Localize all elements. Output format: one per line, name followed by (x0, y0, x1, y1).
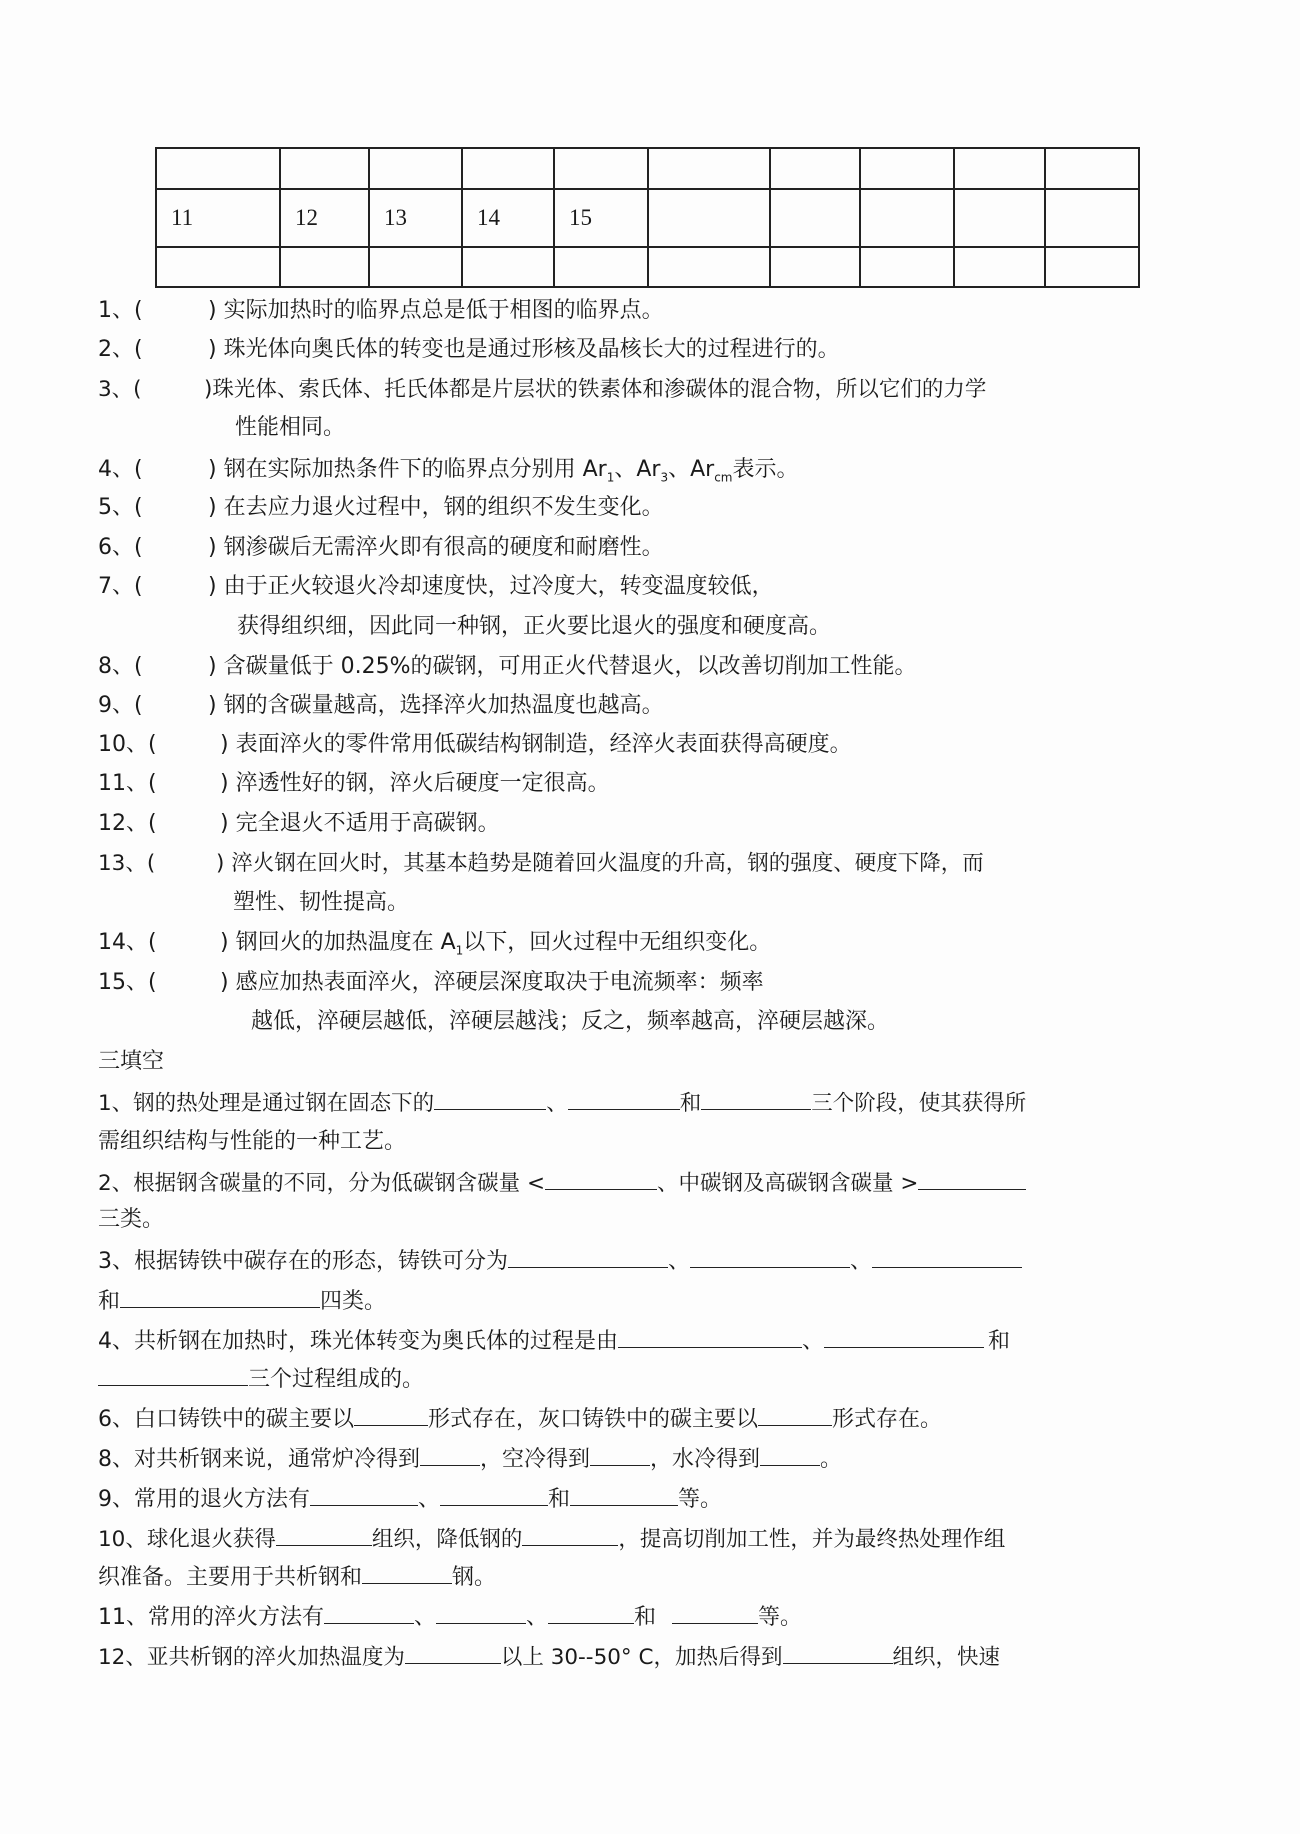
item-number: 15、( (98, 970, 157, 995)
fill-item-9 (98, 1483, 722, 1515)
item-text: 、 (414, 1605, 437, 1630)
item-number: 8、( (98, 654, 143, 679)
item-text: 9、常用的退火方法有 (98, 1487, 310, 1512)
answer-blank[interactable] (570, 1483, 678, 1506)
item-text: 、 (526, 1605, 549, 1630)
item-text: 珠光体向奥氏体的转变也是通过形核及晶核长大的过程进行的。 (223, 337, 840, 362)
answer-blank[interactable] (872, 1245, 1022, 1268)
item-text: ，水冷得到 (650, 1447, 761, 1472)
answer-paren-close[interactable]: ) (208, 457, 217, 482)
answer-cell[interactable] (156, 148, 280, 189)
judge-item-7-cont (237, 612, 831, 642)
item-text: 、Ar (614, 457, 661, 482)
subscript: 1 (455, 943, 464, 958)
item-text: 三个过程组成的。 (248, 1367, 425, 1392)
fill-item-10 (98, 1523, 1005, 1555)
item-text: 越低，淬硬层越低，淬硬层越浅；反之，频率越高，淬硬层越深。 (251, 1009, 890, 1034)
item-text: 。 (820, 1447, 843, 1472)
answer-blank[interactable] (354, 1403, 428, 1426)
item-number: 6、( (98, 535, 143, 560)
answer-cell[interactable] (648, 189, 770, 247)
item-text: 、 (850, 1249, 873, 1274)
answer-cell[interactable]: 14 (462, 189, 554, 247)
answer-blank[interactable] (545, 1167, 657, 1190)
fill-item-1 (98, 1087, 1026, 1119)
answer-cell[interactable] (860, 247, 954, 287)
fill-item-1-cont (98, 1127, 406, 1157)
answer-cell[interactable] (860, 189, 954, 247)
item-text: 和 (98, 1289, 121, 1314)
answer-blank[interactable] (120, 1285, 320, 1308)
answer-cell[interactable] (280, 148, 369, 189)
answer-blank[interactable] (918, 1167, 1026, 1190)
judge-item-3-cont (235, 413, 345, 443)
item-text: 8、对共析钢来说，通常炉冷得到 (98, 1447, 420, 1472)
fill-item-12 (98, 1641, 1000, 1673)
judge-item-1 (98, 296, 664, 326)
item-text: 等。 (758, 1605, 803, 1630)
section-heading (98, 1047, 164, 1077)
item-text: 钢回火的加热温度在 A (235, 930, 456, 955)
judge-item-6 (98, 533, 664, 563)
answer-cell[interactable] (770, 189, 860, 247)
item-text: 获得组织细，因此同一种钢，正火要比退火的强度和硬度高。 (237, 614, 832, 639)
answer-blank[interactable] (434, 1087, 546, 1110)
judge-item-8 (98, 652, 916, 682)
item-text: 和 (634, 1605, 657, 1630)
answer-paren-close[interactable]: ) (220, 930, 229, 955)
judge-item-2 (98, 335, 840, 365)
answer-cell[interactable] (648, 247, 770, 287)
answer-cell[interactable] (770, 148, 860, 189)
answer-blank[interactable] (758, 1403, 832, 1426)
fill-item-11 (98, 1601, 802, 1633)
answer-cell[interactable] (954, 148, 1045, 189)
item-text: 和 (988, 1329, 1011, 1354)
answer-paren-close[interactable]: ) (208, 654, 217, 679)
fill-item-4 (98, 1325, 1010, 1357)
item-text: 淬透性好的钢，淬火后硬度一定很高。 (235, 771, 610, 796)
answer-blank[interactable] (440, 1483, 548, 1506)
item-text: 以下，回火过程中无组织变化。 (463, 930, 772, 955)
item-text: 12、亚共析钢的淬火加热温度为 (98, 1645, 405, 1670)
item-number: 9、( (98, 693, 143, 718)
item-text: 塑性、韧性提高。 (233, 890, 410, 915)
item-number: 4、( (98, 457, 143, 482)
answer-table (155, 147, 1140, 288)
item-text: 需组织结构与性能的一种工艺。 (98, 1129, 407, 1154)
answer-blank[interactable] (436, 1601, 526, 1624)
fill-item-6 (98, 1403, 942, 1435)
item-text: 、 (546, 1091, 568, 1116)
answer-cell[interactable] (554, 247, 648, 287)
answer-blank[interactable] (420, 1443, 480, 1466)
answer-cell[interactable] (1045, 247, 1139, 287)
answer-blank[interactable] (508, 1245, 668, 1268)
answer-blank[interactable] (590, 1443, 650, 1466)
answer-blank[interactable] (701, 1087, 811, 1110)
item-text: 钢渗碳后无需淬火即有很高的硬度和耐磨性。 (223, 535, 664, 560)
item-number: 13、( (98, 851, 156, 876)
judge-item-9 (98, 691, 664, 721)
item-text: 四类。 (320, 1289, 387, 1314)
fill-item-3 (98, 1245, 1022, 1277)
judge-item-11 (98, 769, 610, 799)
item-text: 1、钢的热处理是通过钢在固态下的 (98, 1091, 435, 1116)
judge-item-13-cont (233, 888, 409, 918)
answer-cell[interactable] (369, 247, 462, 287)
item-text: 形式存在。 (832, 1407, 943, 1432)
judge-item-4 (98, 455, 799, 492)
item-number: 7、( (98, 574, 143, 599)
item-text: 、 (668, 1249, 691, 1274)
answer-cell[interactable] (954, 189, 1045, 247)
item-text: 由于正火较退火冷却速度快，过冷度大，转变温度较低， (223, 574, 774, 599)
item-number: 5、( (98, 495, 143, 520)
fill-item-2 (98, 1167, 1026, 1199)
item-text: 2、根据钢含碳量的不同，分为低碳钢含碳量 < (98, 1171, 546, 1196)
answer-blank[interactable] (690, 1245, 850, 1268)
answer-cell[interactable]: 15 (554, 189, 648, 247)
answer-cell[interactable]: 13 (369, 189, 462, 247)
item-text: 、 (802, 1329, 825, 1354)
answer-paren-close[interactable]: ) (220, 970, 229, 995)
item-text: 钢。 (452, 1565, 497, 1590)
item-text: 钢的含碳量越高，选择淬火加热温度也越高。 (223, 693, 664, 718)
item-text: 、 (418, 1487, 441, 1512)
answer-paren-close[interactable]: ) (220, 771, 229, 796)
item-text: ，提高切削加工性，并为最终热处理作组 (618, 1527, 1006, 1552)
item-text: 6、白口铸铁中的碳主要以 (98, 1407, 354, 1432)
item-text: 珠光体、索氏体、托氏体都是片层状的铁素体和渗碳体的混合物，所以它们的力学 (212, 377, 987, 402)
answer-blank[interactable] (276, 1523, 372, 1546)
judge-item-13 (98, 849, 984, 879)
judge-item-15-cont (251, 1007, 889, 1037)
subscript: 1 (606, 470, 615, 485)
fill-item-3-cont (98, 1285, 386, 1317)
judge-item-10 (98, 730, 852, 760)
fill-item-4-cont (98, 1363, 424, 1395)
judge-item-12 (98, 809, 500, 839)
answer-blank[interactable] (568, 1087, 680, 1110)
answer-blank[interactable] (672, 1601, 758, 1624)
item-text: 形式存在，灰口铸铁中的碳主要以 (428, 1407, 759, 1432)
item-text: 等。 (678, 1487, 723, 1512)
item-text: 、Ar (668, 457, 715, 482)
answer-cell[interactable] (369, 148, 462, 189)
item-text: 表示。 (732, 457, 799, 482)
item-text: 感应加热表面淬火，淬硬层深度取决于电流频率：频率 (235, 970, 764, 995)
answer-blank[interactable] (618, 1325, 802, 1348)
item-text: 以上 30--50° C，加热后得到 (500, 1645, 783, 1670)
item-text: 三类。 (98, 1207, 165, 1232)
item-text: 三个阶段，使其获得所 (811, 1091, 1027, 1116)
answer-blank[interactable] (324, 1601, 414, 1624)
answer-paren-close[interactable]: ) (208, 535, 217, 560)
answer-blank[interactable] (310, 1483, 418, 1506)
fill-item-10-cont (98, 1561, 496, 1593)
answer-cell[interactable] (1045, 189, 1139, 247)
answer-paren-close[interactable]: ) (220, 811, 229, 836)
answer-cell[interactable] (462, 247, 554, 287)
fill-item-8 (98, 1443, 842, 1475)
item-text: 在去应力退火过程中，钢的组织不发生变化。 (223, 495, 664, 520)
judge-item-14 (98, 928, 771, 965)
answer-cell[interactable] (554, 148, 648, 189)
item-text: 含碳量低于 0.25%的碳钢，可用正火代替退火，以改善切削加工性能。 (223, 654, 917, 679)
item-text: 完全退火不适用于高碳钢。 (235, 811, 500, 836)
answer-paren-close[interactable]: ) (216, 851, 225, 876)
item-number: 14、( (98, 930, 157, 955)
item-text: 3、根据铸铁中碳存在的形态，铸铁可分为 (98, 1249, 508, 1274)
answer-cell[interactable] (954, 247, 1045, 287)
item-text: 11、常用的淬火方法有 (98, 1605, 324, 1630)
item-number: 1、( (98, 298, 143, 323)
item-text: 、中碳钢及高碳钢含碳量 > (657, 1171, 919, 1196)
answer-cell[interactable] (280, 247, 369, 287)
item-text: 和 (548, 1487, 571, 1512)
item-text: 钢在实际加热条件下的临界点分别用 Ar (223, 457, 607, 482)
answer-blank[interactable] (98, 1363, 248, 1386)
judge-item-5 (98, 493, 664, 523)
item-text: 淬火钢在回火时，其基本趋势是随着回火温度的升高，钢的强度、硬度下降，而 (231, 851, 984, 876)
item-number: 12、( (98, 811, 157, 836)
answer-paren-close[interactable]: ) (208, 574, 217, 599)
answer-paren-close[interactable]: ) (220, 732, 229, 757)
fill-item-2-cont (98, 1205, 164, 1235)
item-number: 3、( (98, 377, 142, 402)
answer-blank[interactable] (405, 1641, 501, 1664)
item-number: 11、( (98, 771, 157, 796)
item-text: 实际加热时的临界点总是低于相图的临界点。 (223, 298, 664, 323)
answer-cell[interactable]: 12 (280, 189, 369, 247)
answer-blank[interactable] (522, 1523, 618, 1546)
answer-cell[interactable]: 11 (156, 189, 280, 247)
answer-blank[interactable] (362, 1561, 452, 1584)
answer-cell[interactable] (770, 247, 860, 287)
section-title: 三填空 (98, 1049, 165, 1074)
answer-blank[interactable] (824, 1325, 984, 1348)
subscript: cm (714, 470, 733, 485)
answer-paren-close[interactable]: ) (208, 298, 217, 323)
answer-blank[interactable] (760, 1443, 820, 1466)
item-number: 2、( (98, 337, 143, 362)
item-text: 和 (679, 1091, 702, 1116)
answer-row-1 (156, 148, 1139, 189)
item-text: 表面淬火的零件常用低碳结构钢制造，经淬火表面获得高硬度。 (235, 732, 852, 757)
answer-row-3 (156, 247, 1139, 287)
item-text: 10、球化退火获得 (98, 1527, 276, 1552)
item-text: 织准备。主要用于共析钢和 (98, 1565, 363, 1590)
answer-cell[interactable] (156, 247, 280, 287)
item-text: 4、共析钢在加热时，珠光体转变为奥氏体的过程是由 (98, 1329, 618, 1354)
answer-blank[interactable] (783, 1641, 893, 1664)
answer-row-2 (156, 189, 1139, 247)
item-text: 性能相同。 (235, 415, 346, 440)
item-text: 组织，降低钢的 (371, 1527, 523, 1552)
answer-blank[interactable] (548, 1601, 634, 1624)
answer-paren-close[interactable]: ) (208, 337, 217, 362)
answer-paren-close[interactable]: ) (208, 495, 217, 520)
item-number: 10、( (98, 732, 157, 757)
judge-item-15 (98, 968, 764, 998)
answer-cell[interactable] (648, 148, 770, 189)
answer-paren-close[interactable]: ) (204, 377, 213, 402)
judge-item-7 (98, 572, 774, 602)
answer-paren-close[interactable]: ) (208, 693, 217, 718)
item-text: 组织，快速 (892, 1645, 1001, 1670)
subscript: 3 (660, 470, 669, 485)
judge-item-3 (98, 375, 986, 405)
answer-cell[interactable] (1045, 148, 1139, 189)
item-text: ，空冷得到 (480, 1447, 591, 1472)
answer-cell[interactable] (462, 148, 554, 189)
answer-cell[interactable] (860, 148, 954, 189)
